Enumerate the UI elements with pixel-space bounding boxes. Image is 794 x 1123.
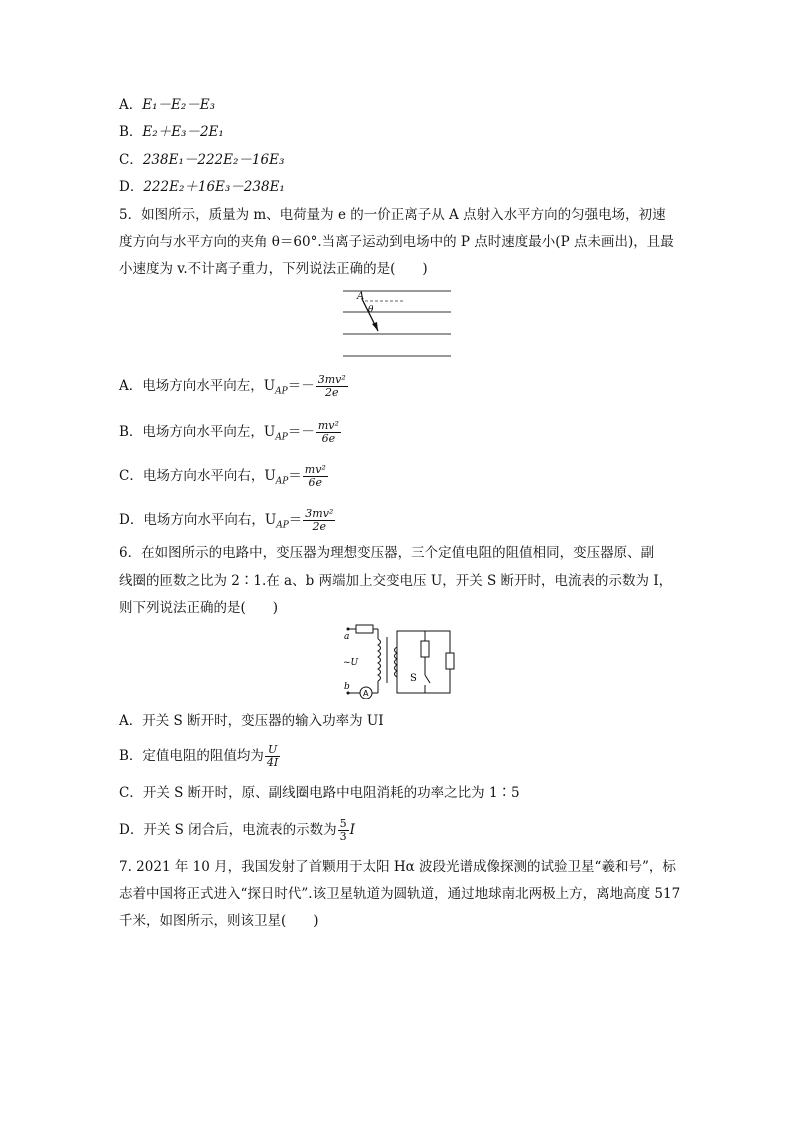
terminal-b-label: b [344, 682, 350, 692]
option-text: E₂＋E₃－2E₁ [142, 124, 224, 140]
fraction-denominator: 6e [308, 476, 323, 489]
option-text: B．电场方向水平向左，U [119, 424, 276, 440]
option-text: B．定值电阻的阻值均为 [119, 748, 264, 764]
q4-option-b [119, 122, 224, 142]
ammeter-label: A [363, 689, 369, 698]
option-sign: ＝ [288, 512, 303, 528]
theta-label: θ [368, 305, 374, 315]
fraction [303, 464, 328, 489]
q4-option-a [119, 95, 215, 115]
option-tail: I [349, 822, 355, 838]
option-text: C．电场方向水平向右，U [119, 468, 276, 484]
fraction-denominator: 2e [312, 520, 327, 533]
q5-stem-line2: 度方向与水平方向的夹角 θ＝60°.当离子运动到电场中的 P 点时速度最小(P 点未画出)，且最 [119, 234, 674, 250]
q4-option-c [119, 150, 284, 170]
subscript: AP [275, 432, 288, 443]
option-text: 222E₂＋16E₃－238E₁ [143, 179, 285, 195]
q5-option-b [119, 420, 342, 448]
q5-option-d [119, 508, 336, 536]
fraction [265, 744, 280, 769]
q7-stem-line2: 志着中国将正式进入“探日时代”.该卫星轨道为圆轨道，通过地球南北两极上方，离地高度 517 [119, 886, 681, 902]
fraction-numerator: 3mv² [317, 373, 346, 386]
q5-stem-line3: 小速度为 v.不计离子重力，下列说法正确的是( ) [119, 261, 428, 277]
branch-resistor [421, 641, 429, 657]
switch-s-icon [425, 675, 430, 683]
option-text: D．开关 S 闭合后，电流表的示数为 [119, 822, 337, 838]
option-text: 238E₁－222E₂－16E₃ [142, 152, 285, 168]
fraction-numerator: mv² [304, 463, 326, 476]
fraction-denominator: 3 [339, 830, 347, 843]
q6-circuit-diagram [340, 623, 460, 699]
fraction-denominator: 4I [266, 756, 279, 769]
option-letter: A． [119, 97, 143, 113]
q6-option-c: C．开关 S 断开时，原、副线圈电路中电阻消耗的功率之比为 1∶5 [119, 785, 520, 801]
secondary-loop [397, 631, 450, 693]
q5-field-diagram [340, 286, 455, 362]
option-letter: C． [119, 152, 143, 168]
option-letter: D． [119, 179, 144, 195]
q6-option-a: A．开关 S 断开时，变压器的输入功率为 UI [119, 713, 384, 729]
fraction-numerator: 5 [339, 817, 347, 830]
switch-label: S [410, 673, 417, 684]
q4-option-d [119, 177, 285, 197]
option-text: A．电场方向水平向左，U [119, 378, 276, 394]
q6-stem-line3: 则下列说法正确的是( ) [119, 600, 279, 616]
q5-option-a [119, 374, 349, 402]
q6-stem-line1: 6．在如图所示的电路中，变压器为理想变压器，三个定值电阻的阻值相同，变压器原、副 [119, 545, 655, 561]
q7-stem-line1: 7. 2021 年 10 月，我国发射了首颗用于太阳 Hα 波段光谱成像探测的试验卫星“羲和号”，标 [119, 859, 676, 875]
q5-option-c [119, 464, 329, 492]
fraction [303, 508, 335, 533]
option-letter: B． [119, 124, 143, 140]
arrow-head-icon [372, 322, 378, 331]
terminal-a-label: a [344, 632, 350, 642]
q6-option-b [119, 744, 281, 769]
fraction-numerator: mv² [317, 419, 339, 432]
voltage-label: ~U [343, 658, 359, 668]
subscript: AP [275, 476, 289, 487]
option-sign: ＝ [288, 468, 302, 484]
fraction-denominator: 2e [324, 386, 339, 399]
point-a-label: A [357, 291, 365, 302]
q7-stem-line3: 千米，如图所示，则该卫星( ) [119, 913, 319, 929]
fraction [338, 818, 349, 843]
fraction-numerator: U [265, 744, 280, 757]
q6-option-d [119, 818, 355, 843]
option-text: D．电场方向水平向右，U [119, 512, 277, 528]
subscript: AP [276, 520, 289, 531]
fraction [316, 420, 341, 445]
right-resistor [446, 653, 454, 669]
q5-stem-line1: 5．如图所示，质量为 m、电荷量为 e 的一价正离子从 A 点射入水平方向的匀强电场，初速 [119, 207, 666, 223]
primary-coil [378, 639, 381, 681]
fraction [316, 374, 348, 399]
option-text: E₁－E₂－E₃ [142, 97, 216, 113]
option-sign: ＝－ [287, 424, 315, 440]
option-sign: ＝－ [287, 378, 315, 394]
fraction-numerator: 3mv² [305, 507, 334, 520]
q6-stem-line2: 线圈的匝数之比为 2∶1.在 a、b 两端加上交变电压 U，开关 S 断开时，电流表的示数为 I， [119, 573, 673, 589]
subscript: AP [275, 386, 288, 397]
primary-resistor [356, 625, 373, 633]
fraction-denominator: 6e [321, 432, 336, 445]
